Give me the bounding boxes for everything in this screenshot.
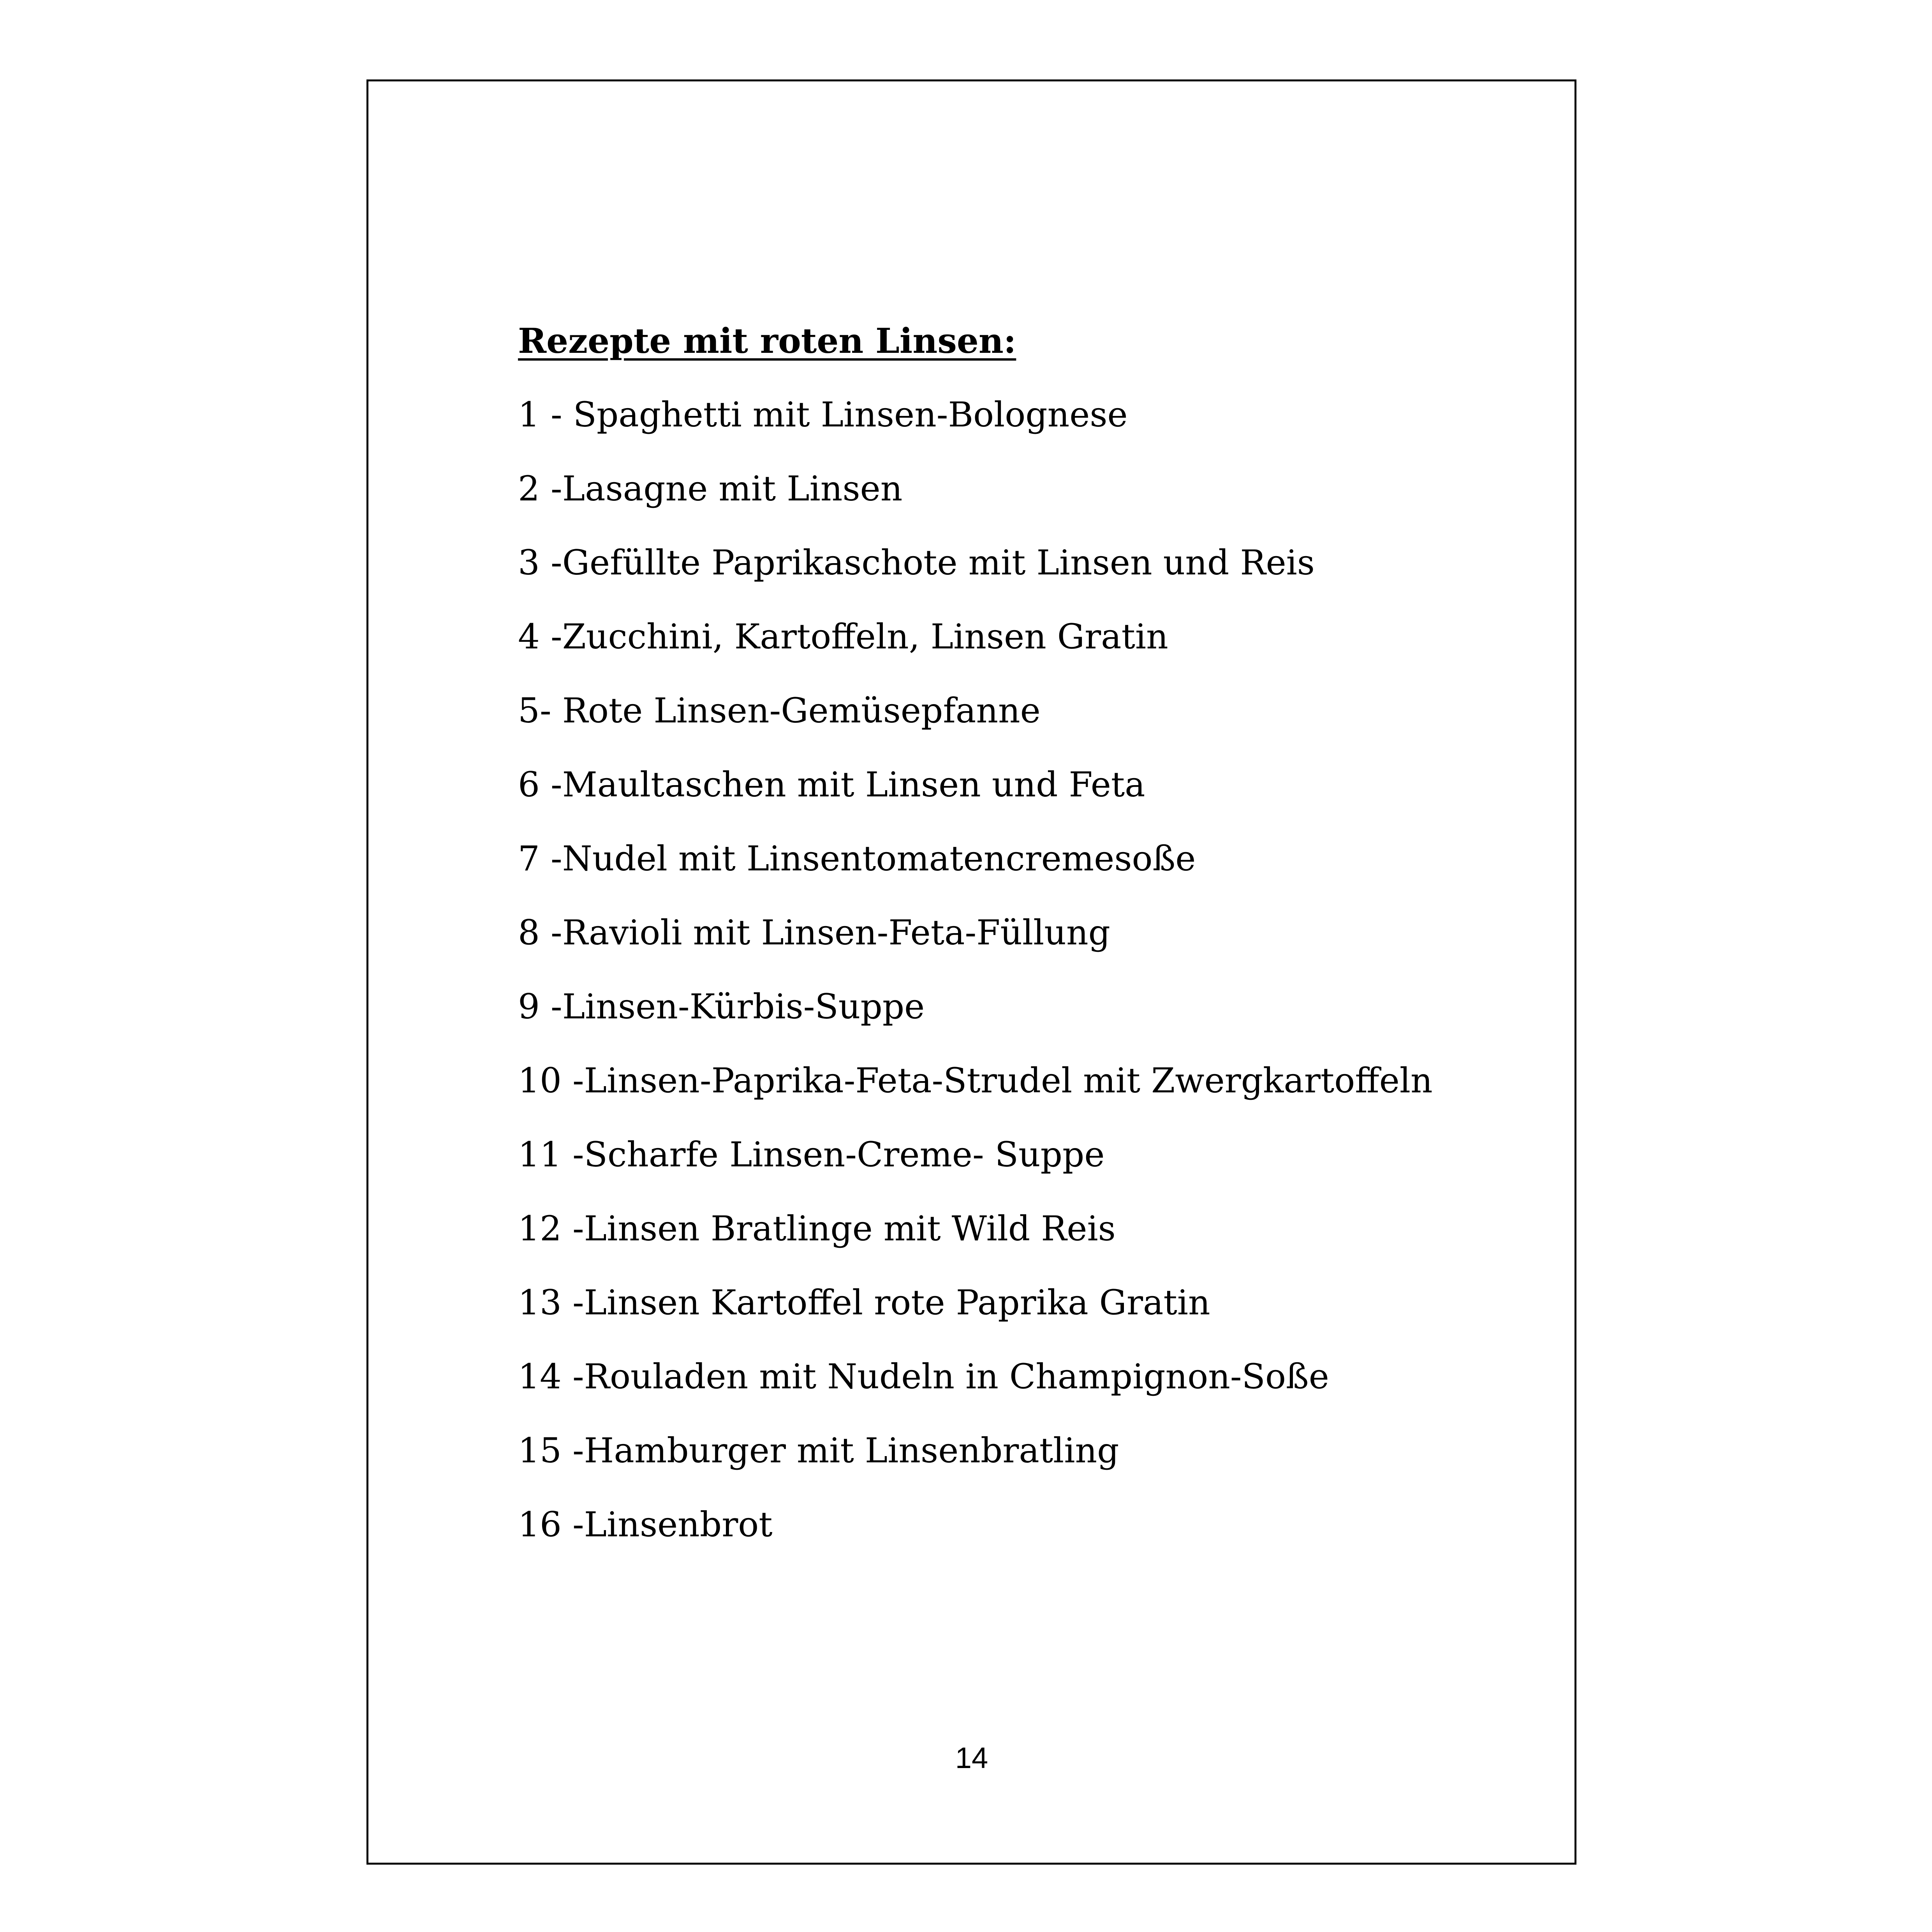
recipe-item-13: 13 -Linsen Kartoffel rote Paprika Gratin bbox=[518, 1282, 1210, 1323]
page-heading: Rezepte mit roten Linsen: bbox=[518, 321, 1016, 361]
recipe-item-2: 2 -Lasagne mit Linsen bbox=[518, 468, 903, 509]
recipe-item-14: 14 -Rouladen mit Nudeln in Champignon-Soße bbox=[518, 1356, 1329, 1397]
recipe-list bbox=[518, 393, 1530, 1577]
recipe-item-4: 4 -Zucchini, Kartoffeln, Linsen Gratin bbox=[518, 616, 1168, 657]
recipe-index bbox=[518, 319, 1530, 1577]
recipe-item-3: 3 -Gefüllte Paprikaschote mit Linsen und Reis bbox=[518, 542, 1315, 583]
recipe-item-7: 7 -Nudel mit Linsentomatencremesoße bbox=[518, 838, 1196, 879]
recipe-item-16: 16 -Linsenbrot bbox=[518, 1504, 773, 1545]
recipe-item-8: 8 -Ravioli mit Linsen-Feta-Füllung bbox=[518, 912, 1110, 953]
recipe-item-1: 1 - Spaghetti mit Linsen-Bolognese bbox=[518, 395, 1128, 435]
page-number: 14 bbox=[955, 1742, 988, 1775]
recipe-item-11: 11 -Scharfe Linsen-Creme- Suppe bbox=[518, 1134, 1105, 1175]
recipe-item-12: 12 -Linsen Bratlinge mit Wild Reis bbox=[518, 1208, 1116, 1249]
recipe-item-10: 10 -Linsen-Paprika-Feta-Strudel mit Zwergkartoffeln bbox=[518, 1060, 1433, 1101]
recipe-item-6: 6 -Maultaschen mit Linsen und Feta bbox=[518, 764, 1145, 805]
recipe-item-15: 15 -Hamburger mit Linsenbratling bbox=[518, 1430, 1119, 1471]
recipe-item-5: 5- Rote Linsen-Gemüsepfanne bbox=[518, 690, 1041, 731]
recipe-item-9: 9 -Linsen-Kürbis-Suppe bbox=[518, 986, 925, 1027]
